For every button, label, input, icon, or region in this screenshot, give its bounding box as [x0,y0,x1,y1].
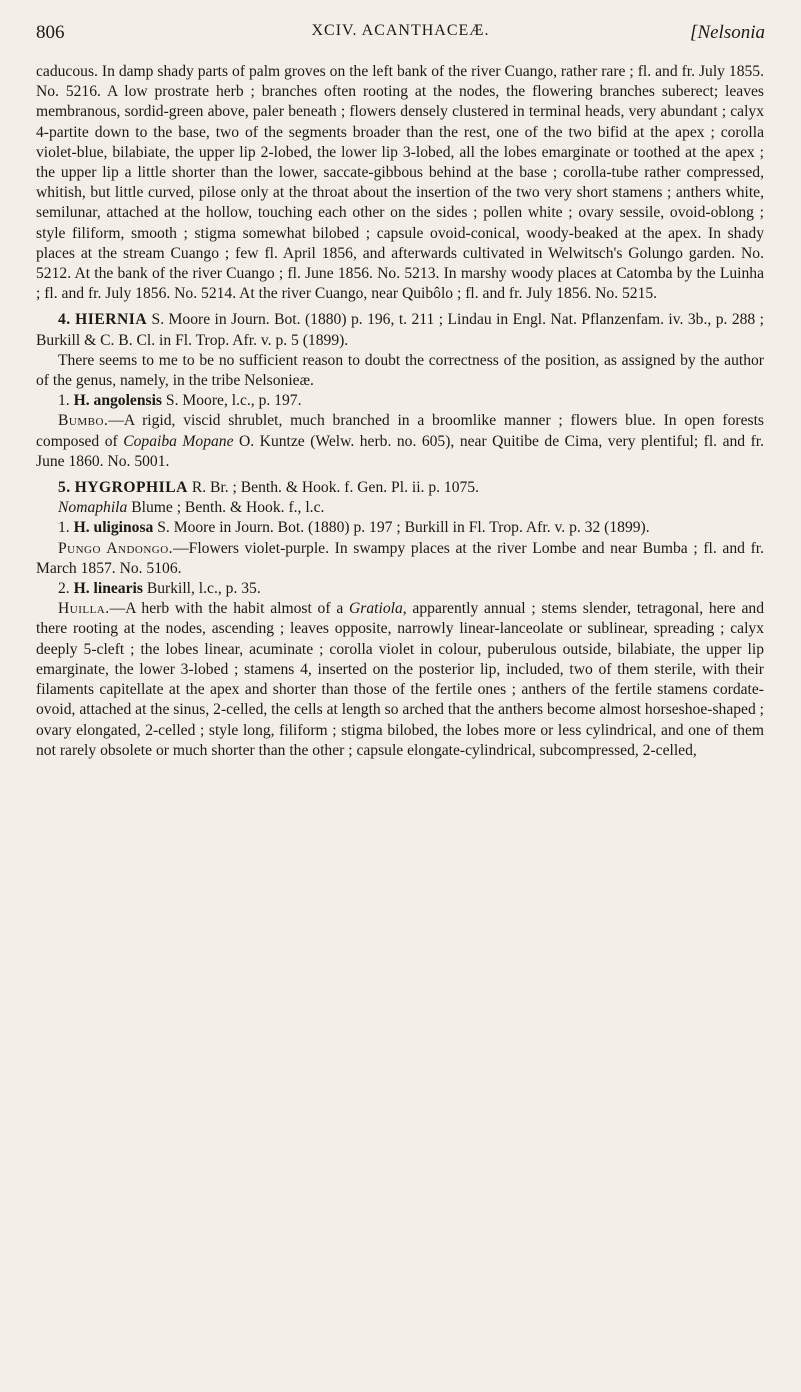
locality: Bumbo. [58,412,109,430]
genus-number: 4. [58,311,71,329]
description-part: —A herb with the habit almost of a [109,600,350,618]
species-number: 2. [58,580,70,598]
italic-reference: Copaiba Mopane [123,432,234,450]
species-angolensis-description [36,411,764,472]
species-linearis-heading [36,579,764,599]
species-citation: Burkill, l.c., p. 35. [146,580,261,598]
species-number: 1. [58,392,70,410]
page-number: 806 [36,22,65,43]
genus-name: HYGROPHILA [74,479,188,497]
genus-citation: S. Moore in Journ. Bot. (1880) p. 196, t. 211 ; Lindau in Engl. Nat. Pflanzenfam. iv. 3b., p. 288 ; Burkill & C. B. Cl. in Fl. Trop. Afr. v. p. 5 (1899). [36,311,764,349]
synonym-citation: Blume ; Benth. & Hook. f., l.c. [131,499,325,517]
genus-reference: [Nelsonia [690,22,765,43]
description-part: —A rigid, viscid shrublet, much branched in a broomlike manner ; flowers blue. In open forests composed of [36,412,764,450]
genus-number: 5. [58,479,71,497]
genus-synonym [36,498,764,518]
continued-paragraph: caducous. In damp shady parts of palm groves on the left bank of the river Cuango, rather rare ; fl. and fr. July 1855. No. 5216. A low prostrate herb ; branches often rooting at the nodes, the flowering branches suberect; leaves membranous, sordid-green above, paler beneath ; flowers densely clustered in terminal heads, very abundant ; calyx 4-partite down to the base, two of the segments broader than the rest, one of the two bifid at the apex ; corolla violet-blue, bilabiate, the upper lip 2-lobed, the lower lip 3-lobed, all the lobes emarginate or toothed at the apex ; the upper lip a little shorter than the lower, saccate-gibbous behind at the base ; corolla-tube rather compressed, whitish, but little curved, pilose only at the throat about the insertion of the two very short stamens ; anthers white, semilunar, attached at the hollow, touching each other on the sides ; pollen white ; ovary sessile, ovoid-oblong ; style filiform, smooth ; stigma somewhat bilobed ; capsule ovoid-conical, woody-beaked at the apex. In shady places at the stream Cuango ; few fl. April 1856, and afterwards cultivated in Welwitsch's Golungo garden. No. 5212. At the bank of the river Cuango ; fl. June 1856. No. 5213. In marshy woody places at Catomba by the Luinha ; fl. and fr. July 1856. No. 5214. At the river Cuango, near Quibôlo ; fl. and fr. July 1856. No. 5215. [36,63,764,303]
description-part: O. Kuntze (Welw. herb. no. 605), near Quitibe de Cima, very plentiful; fl. and fr. June 1860. No. 5001. [36,432,765,470]
genus-hiernia-heading [36,310,764,350]
species-linearis-description [36,599,764,761]
page-body [36,62,764,761]
species-citation: S. Moore, l.c., p. 197. [165,392,302,410]
species-number: 1. [58,519,70,537]
italic-reference: Gratiola [349,600,403,618]
species-angolensis-heading [36,391,764,411]
description-part: , apparently annual ; stems slender, tetragonal, here and there rooting at the nodes, ascending ; leaves opposite, narrowly linear-lanceolate or sublinear, spreading ; calyx deeply 5-cleft ; the lobes linear, acuminate ; corolla violet in colour, puberulous outside, bilabiate, the upper lip emarginate, the lower 3-lobed ; stamens 4, inserted on the posterior lip, included, two of them sterile, with their filaments capitellate at the apex and shorter than those of the fertile ones ; anthers of the fertile stamens cordate-ovoid, attached at the sinus, 2-celled, the cells at length so arched that the anthers become almost horseshoe-shaped ; ovary elongated, 2-celled ; style long, filiform ; stigma bilobed, the lobes more or less cylindrical, and one of them not rarely obsolete or much shorter than the other ; capsule elongate-cylindrical, subcompressed, 2-celled, [36,600,764,759]
species-name: H. angolensis [73,392,162,410]
genus-citation: R. Br. ; Benth. & Hook. f. Gen. Pl. ii. p. 1075. [191,479,480,497]
species-name: H. linearis [73,580,143,598]
locality: Pungo Andongo. [58,539,174,557]
species-uliginosa-description [36,539,764,579]
synonym-name: Nomaphila [58,499,128,517]
genus-note: There seems to me to be no sufficient reason to doubt the correctness of the position, as assigned by the author of the genus, namely, in the tribe Nelsonieæ. [36,351,764,390]
locality: Huilla. [58,600,110,618]
description-part: —Flowers violet-purple. In swampy places at the river Lombe and near Bumba ; fl. and fr. March 1857. No. 5106. [36,539,764,577]
running-title: XCIV. ACANTHACEÆ. [311,22,490,39]
genus-hygrophila-heading [36,478,764,498]
species-name: H. uliginosa [73,519,154,537]
species-citation: S. Moore in Journ. Bot. (1880) p. 197 ; Burkill in Fl. Trop. Afr. v. p. 32 (1899). [157,519,650,537]
page-header [36,22,765,46]
species-uliginosa-heading [36,518,764,538]
genus-name: HIERNIA [75,311,148,329]
